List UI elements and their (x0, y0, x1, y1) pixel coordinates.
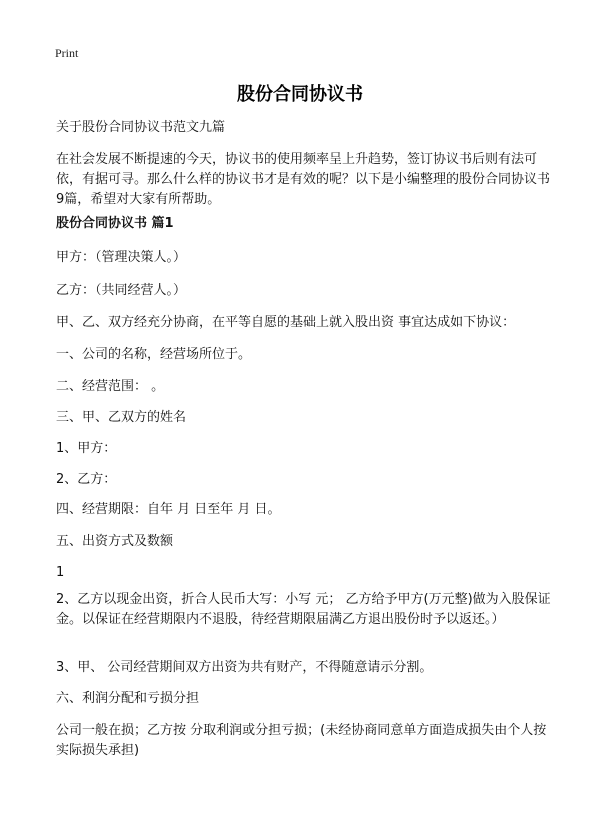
clause-4: 四、经营期限：自年 月 日至年 月 日。 (56, 502, 281, 517)
clause-6-text: 公司一般在损；乙方按 分取利润或分担亏损；(未经协商同意单方面造成损失由个人按实际损失承担) (56, 723, 547, 758)
clause-5: 五、出资方式及数额 (56, 534, 174, 549)
clause-3: 三、甲、乙双方的姓名 (56, 410, 187, 425)
document-title: 股份合同协议书 (237, 84, 363, 105)
print-link[interactable]: Print (55, 46, 79, 60)
section-heading: 股份合同协议书 篇1 (56, 216, 174, 231)
party-a: 甲方：（管理决策人。） (56, 250, 187, 265)
clause-1: 一、公司的名称，经营场所位于。 (56, 347, 252, 362)
clause-6: 六、利润分配和亏损分担 (56, 691, 200, 706)
clause-2: 二、经营范围： 。 (56, 379, 165, 394)
clause-5-3: 3、甲、 公司经营期间双方出资为共有财产，不得随意请示分割。 (56, 660, 433, 675)
clause-5-2: 2、乙方以现金出资，折合人民币大写：小写 元； 乙方给予甲方(万元整)做为入股保证金。以保证在经营期限内不退股，待经营期限届满乙方退出股份时予以返还。） (56, 592, 551, 627)
clause-3-1: 1、甲方： (56, 441, 117, 456)
preamble: 甲、乙、双方经充分协商，在平等自愿的基础上就入股出资 事宜达成如下协议： (56, 315, 516, 330)
subtitle: 关于股份合同协议书范文九篇 (56, 120, 226, 135)
party-b: 乙方：（共同经营人。） (56, 283, 187, 298)
intro-paragraph: 在社会发展不断提速的今天，协议书的使用频率呈上升趋势，签订协议书后则有法可依，有据可寻。那么什么样的协议书才是有效的呢？以下是小编整理的股份合同协议书9篇，希望对大家有所帮助。 (56, 152, 551, 207)
clause-3-2: 2、乙方： (56, 472, 117, 487)
clause-5-1: 1 (56, 565, 65, 580)
